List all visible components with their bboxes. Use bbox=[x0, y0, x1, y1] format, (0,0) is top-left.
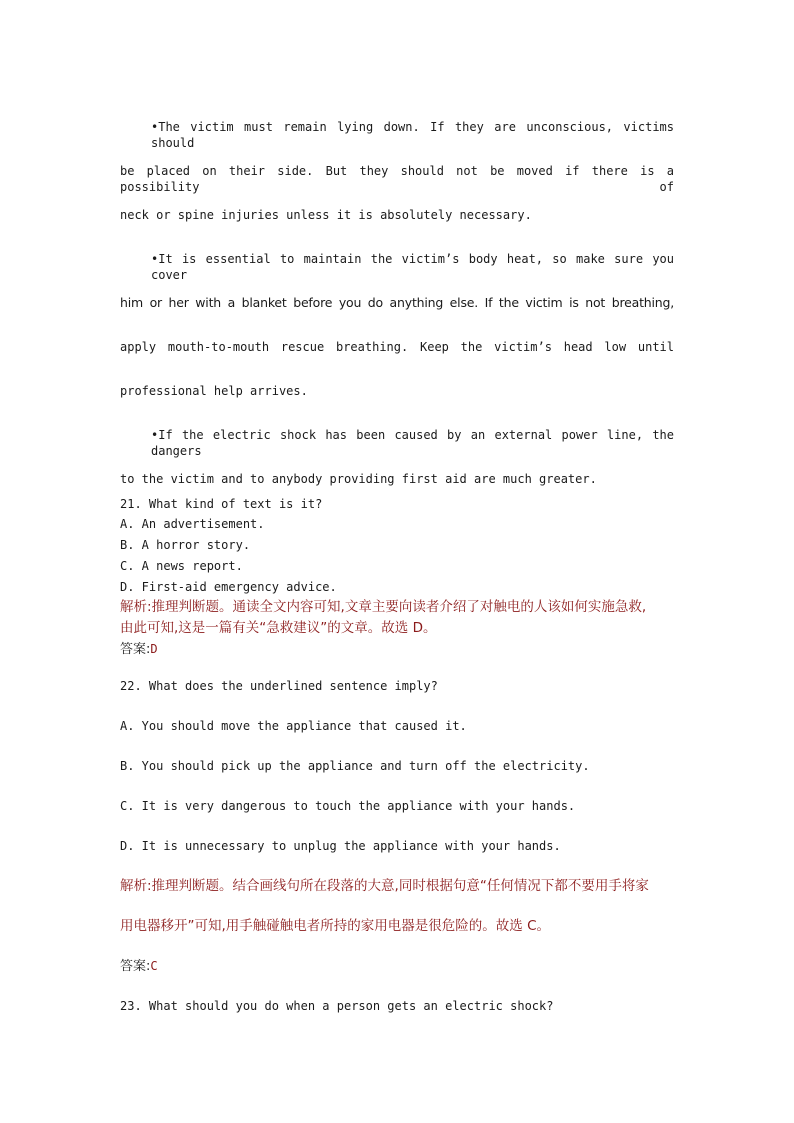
passage-p1-line-2: be placed on their side. But they should not be moved if there is a possibility of bbox=[120, 164, 674, 194]
q21-answer-value: D bbox=[150, 642, 158, 656]
bullet-icon: • bbox=[151, 428, 159, 442]
bullet-icon: • bbox=[151, 252, 159, 266]
q21-option-b: B. A horror story. bbox=[120, 538, 251, 552]
passage-p1-line-1 bbox=[151, 119, 674, 150]
passage-p2-line-1 bbox=[151, 251, 674, 282]
passage-p3-text-1: If the electric shock has been caused by an external power line, the dangers bbox=[151, 428, 674, 458]
q22-answer bbox=[120, 958, 674, 974]
passage-p2-line-4: professional help arrives. bbox=[120, 384, 308, 398]
passage-p2-line-2: him or her with a blanket before you do anything else. If the victim is not breathing, bbox=[120, 295, 674, 310]
q22-option-d: D. It is unnecessary to unplug the appliance with your hands. bbox=[120, 839, 561, 853]
q21-analysis-line-2: 由此可知,这是一篇有关“急救建议”的文章。故选 D。 bbox=[120, 620, 437, 636]
q23-question: 23. What should you do when a person gets an electric shock? bbox=[120, 999, 554, 1013]
q21-question: 21. What kind of text is it? bbox=[120, 497, 323, 511]
passage-p1-text-1: The victim must remain lying down. If they are unconscious, victims should bbox=[151, 120, 674, 150]
q21-option-d: D. First-aid emergency advice. bbox=[120, 580, 337, 594]
passage-p1-line-3: neck or spine injuries unless it is absolutely necessary. bbox=[120, 208, 532, 222]
passage-p2-text-1: It is essential to maintain the victim’s body heat, so make sure you cover bbox=[151, 252, 674, 282]
q22-analysis-line-2: 用电器移开”可知,用手触碰触电者所持的家用电器是很危险的。故选 C。 bbox=[120, 918, 551, 934]
q22-option-c: C. It is very dangerous to touch the appliance with your hands. bbox=[120, 799, 576, 813]
passage-p2-line-3: apply mouth-to-mouth rescue breathing. Keep the victim’s head low until bbox=[120, 340, 674, 354]
passage-p3-line-2: to the victim and to anybody providing first aid are much greater. bbox=[120, 472, 597, 486]
q21-answer bbox=[120, 641, 674, 657]
q21-option-a: A. An advertisement. bbox=[120, 517, 265, 531]
q21-answer-label: 答案: bbox=[120, 642, 151, 657]
q21-option-c: C. A news report. bbox=[120, 559, 243, 573]
q22-answer-value: C bbox=[150, 959, 158, 973]
q21-analysis-line-1: 解析:推理判断题。通读全文内容可知,文章主要向读者介绍了对触电的人该如何实施急救, bbox=[120, 599, 647, 615]
q22-option-a: A. You should move the appliance that caused it. bbox=[120, 719, 467, 733]
q22-answer-label: 答案: bbox=[120, 959, 151, 974]
q22-question: 22. What does the underlined sentence imply? bbox=[120, 679, 438, 693]
q22-option-b: B. You should pick up the appliance and turn off the electricity. bbox=[120, 759, 590, 773]
q22-analysis-line-1: 解析:推理判断题。结合画线句所在段落的大意,同时根据句意“任何情况下都不要用手将家 bbox=[120, 878, 649, 894]
bullet-icon: • bbox=[151, 120, 159, 134]
passage-p3-line-1 bbox=[151, 427, 674, 458]
